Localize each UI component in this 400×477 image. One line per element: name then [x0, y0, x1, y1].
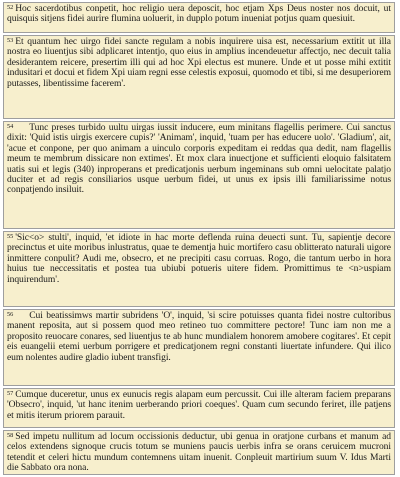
- paragraph-53: [3, 35, 395, 119]
- paragraph-52: [3, 2, 395, 33]
- paragraph-number: 56: [7, 311, 14, 318]
- paragraph-text: Hoc sacerdotibus conpetit, hoc religio uera deposcit, hoc etjam Xps Deus noster nos docuit, ut quisquis sitjens fidei aurire flumina uoluerit, in dupplo potum inueniat potjus quam quesiuit.: [7, 3, 391, 25]
- paragraph-58: [3, 430, 395, 475]
- paragraph-text: Cui beatissimws martir subridens 'O', inquid, 'si scire potuisses quanta fidei nostre cultoribus manent reposita, aut si possem quod meo retineo tuo committere pectore! Tunc iam non me a proposito reuocare conares, sed liuentjus te ab hunc mundialem honorem amobere cogitares'. Et cepit eis euangelii etemi uerbum porrigere et predicatjonem regni constanti liuertate infundere. Qui ilico eum nolentes audire gladio iubent transfigi.: [7, 310, 391, 363]
- paragraph-number: 55: [7, 233, 14, 240]
- paragraph-text: Cumque duceretur, unus ex eunucis regis alapam eum percussit. Cui ille alteram faciem preparans 'Obsecro', inquid, 'ut hanc itenim uerberando priori coeques'. Quam cum secundo feriret, ille patjens et mitis iterum priorem parauit.: [7, 389, 391, 421]
- paragraph-57: [3, 388, 395, 428]
- paragraph-number: 57: [7, 390, 14, 397]
- paragraph-number: 58: [7, 432, 14, 439]
- paragraph-text: 'Sic<o> stulti', inquid, 'et idiote in hac morte deflenda ruina deuecti sunt. Tu, sapientje decore precinctus et uite moribus inlustratus, quae te dementja huic mortifero casu oblitterato naturali uigore inmittere conpulit? Audi me, obsecro, et ne precipiti casu corruas. Rogo, die tantum uerbo in hora huius tue neccessitatis et postea tua ubiubi potueris uitere fidem. Promittimus te <n>uspiam inquirendum'.: [7, 232, 391, 285]
- paragraph-text: Tunc preses turbido uultu uirgas iussit inducere, eum minitans flagellis perimere. Cui sanctus dixit: 'Quid istis uirgis exercere cupis?' 'Animam', inquid, 'tuam per has educere uolo'. 'Gladium', ait, 'acue et conpone, per quo animam a uinculo corporis expeditam ei reddas qua dedit, nam flagellis meum te membrum dissicare non extimes'. Et mox clara inuectjone et sufficienti eloquio falsitatem uatis sui et legis (340) inproperans et predicatjonis uerbum ingeminans sub omni uelocitate palatjo duciter et ad regis consiliarios usque uerbum fidei, ut unus ex ipsis illi familiarissime notus conpatjendo insiluit.: [7, 122, 391, 196]
- paragraph-number: 52: [7, 4, 14, 11]
- paragraph-text: Sed impetu nullitum ad locum occissionis deductur, ubi genua in oratjone curbans et manum ad celos extendens signoque crucis totum se muniens paucis uerbis infra se orans ceruicem mucroni tetendit et celeri hictu mundum contemnens uitam inuenit. Conpleuit martirium suum V. Idus Marti die Sabbato ora nona.: [7, 431, 391, 474]
- document-page: [3, 2, 395, 477]
- paragraph-55: [3, 231, 395, 307]
- paragraph-text: Et quantum hec uirgo fidei sancte regulam a nobis inquirere uisa est, necessarium extitit ut illa nostra eo liuentjus sibi adplicaret intentjo, quo eius in amplius incendeuetur affectjo, nec decuit talia desiderantem reicere, presertim illi qui ad hoc Xpi electus est munere. Unde et ut posse mihi extitit indusitari et docui et fidem Xpi uiam regni esse celestis exposui, quomodo et tibi, si me desuperiorem putasses, libentissime facerem'.: [7, 36, 391, 89]
- paragraph-56: [3, 309, 395, 386]
- paragraph-number: 53: [7, 37, 14, 44]
- paragraph-number: 54: [7, 123, 14, 130]
- paragraph-54: [3, 121, 395, 229]
